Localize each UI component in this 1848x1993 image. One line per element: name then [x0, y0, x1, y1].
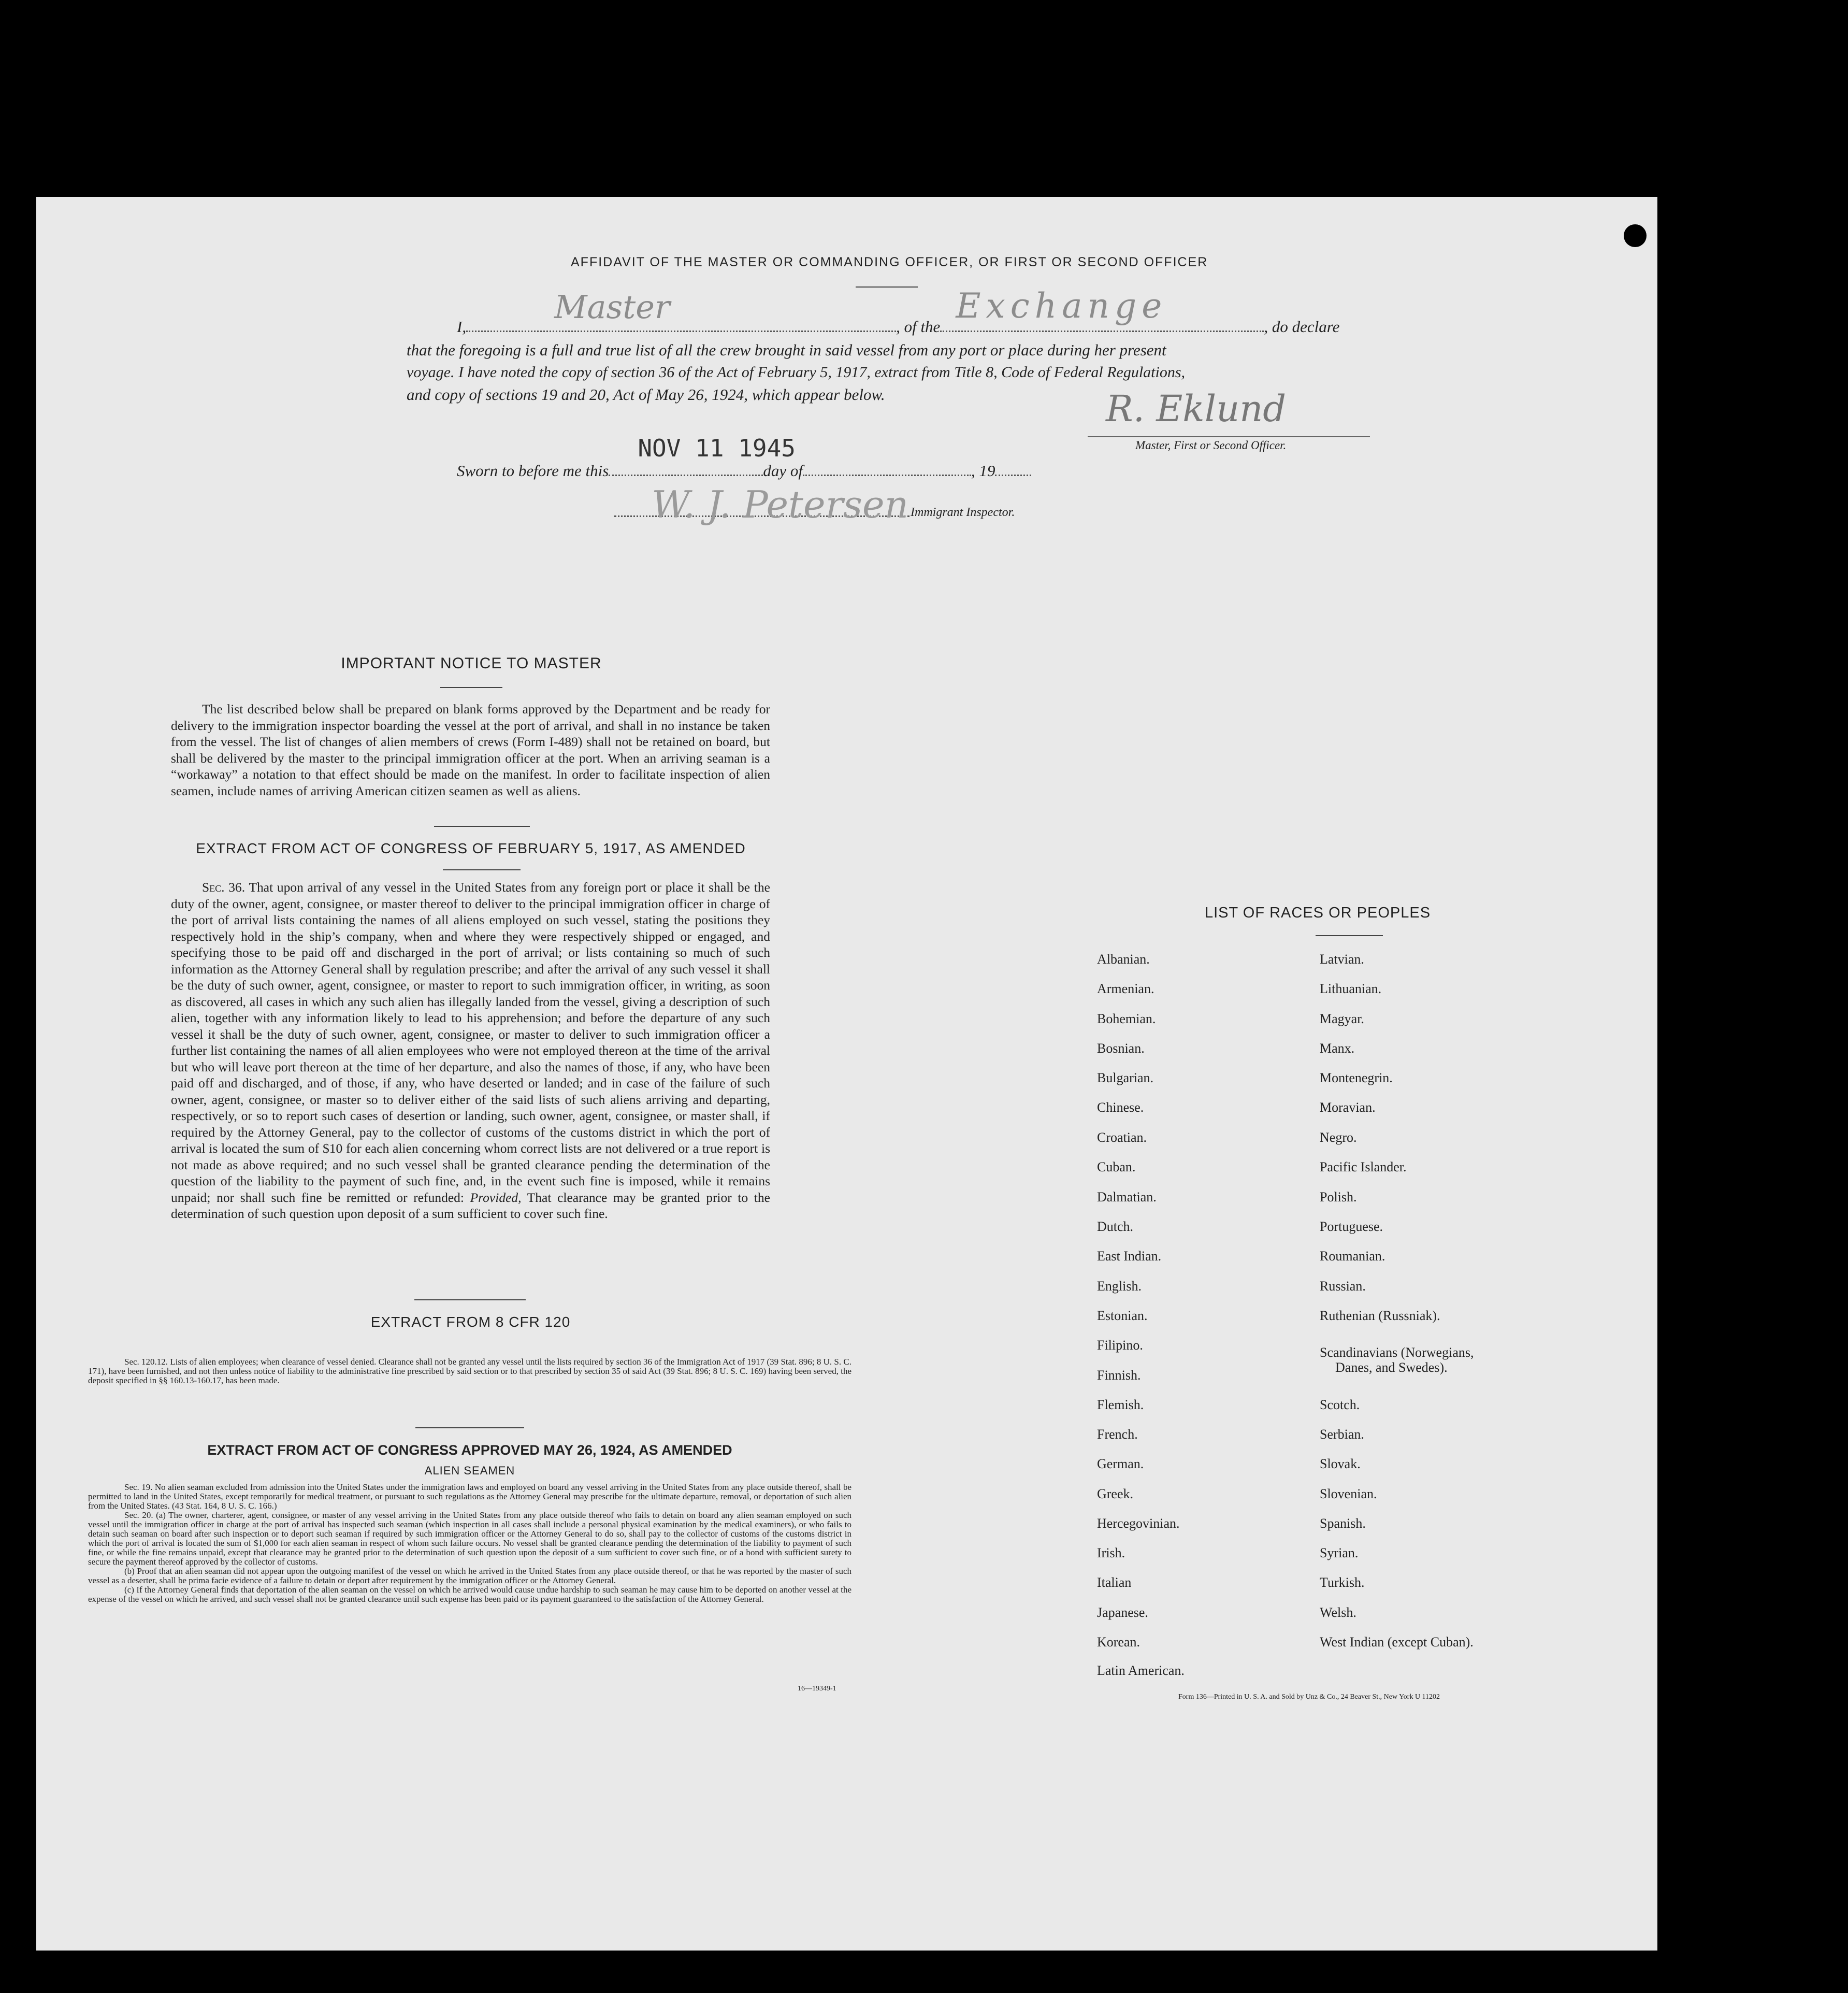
- race-item: Hercegovinian.: [1097, 1516, 1180, 1531]
- sec-20a-text: Sec. 20. (a) The owner, charterer, agent, consignee, or master of any vessel arriving in the United States from any place outside thereof who fails to detain on board any alien seaman employed on such vessel until the immigration officer in charge at the port of arrival has inspected such seaman (which inspection in all cases shall include a personal physical examination by the medical examiners), or who fails to detain such seaman on board after such inspection or to deport such seaman if required by such immigration officer or the Attorney General to do so, shall pay to the collector of customs of the customs district in which the port of arrival is located the sum of $1,000 for each alien seaman in respect of whom such failure occurs. No vessel shall be granted clearance pending the determination of the liability to payment of such fine, or while the fine remains unpaid, except that clearance may be granted prior to the determination of such question upon the deposit of a sum sufficient to cover such fine, or of a bond with sufficient surety to secure the payment thereof approved by the collector of customs.: [88, 1510, 851, 1567]
- of-the-label: , of the: [896, 318, 941, 336]
- month-field: [803, 460, 971, 476]
- inspector-signature: W. J. Petersen: [652, 483, 908, 526]
- race-item: Portuguese.: [1320, 1219, 1383, 1234]
- day-of-label: day of: [763, 462, 803, 480]
- sec-20b-text: (b) Proof that an alien seaman did not appear upon the outgoing manifest of the vessel on which he arrived in the United States from any place outside thereof, or that he was reported by the master of such vessel as a deserter, shall be prima facie evidence of a failure to detain or deport after requirement by the immigration officer or the Attorney General.: [88, 1566, 851, 1585]
- punch-hole: [1764, 349, 1787, 372]
- race-item: East Indian.: [1097, 1249, 1162, 1264]
- punch-hole: [1624, 224, 1647, 247]
- punch-hole: [1762, 1627, 1784, 1650]
- race-item: Moravian.: [1320, 1100, 1376, 1115]
- race-item: Turkish.: [1320, 1575, 1365, 1590]
- race-item: Irish.: [1097, 1545, 1125, 1560]
- sec-20c-text: (c) If the Attorney General finds that deportation of the alien seaman on the vessel on which he arrived would cause undue hardship to such seaman he may cause him to be deported on another vessel at the expense of the vessel on which he arrived, and such vessel shall not be granted clearance until such expense has been paid or its payment guaranteed to the satisfaction of the Attorney General.: [88, 1585, 851, 1604]
- cfr-heading: EXTRACT FROM 8 CFR 120: [370, 1314, 571, 1330]
- act-1917-text: [171, 879, 770, 1222]
- race-item: Bohemian.: [1097, 1011, 1156, 1026]
- race-item: Pacific Islander.: [1320, 1159, 1407, 1174]
- race-item: Danes, and Swedes).: [1335, 1360, 1448, 1375]
- i-label: I,: [457, 318, 467, 336]
- divider: [1316, 935, 1383, 936]
- race-item: Armenian.: [1097, 981, 1154, 996]
- sec-36-label: Sec. 36.: [202, 880, 246, 895]
- race-item: Slovak.: [1320, 1456, 1361, 1471]
- race-item: Lithuanian.: [1320, 981, 1382, 996]
- master-signature: R. Eklund: [1106, 388, 1287, 430]
- do-declare-label: , do declare: [1264, 318, 1340, 336]
- races-heading: LIST OF RACES OR PEOPLES: [1205, 905, 1431, 921]
- race-item: Slovenian.: [1320, 1486, 1377, 1501]
- race-item: French.: [1097, 1427, 1138, 1442]
- affidavit-heading: AFFIDAVIT OF THE MASTER OR COMMANDING OFFICER, OR FIRST OR SECOND OFFICER: [571, 255, 1208, 269]
- notice-text: The list described below shall be prepared on blank forms approved by the Department and be ready for delivery to the immigration inspector boarding the vessel at the port of arrival, and shall in no instance be taken from the vessel. The list of changes of alien members of crews (Form I-489) shall not be retained on board, but shall be delivered by the master to the principal immigration officer at the port. When an arriving seaman is a “workaway” a notation to that effect should be made on the manifest. In order to facilitate inspection of alien seamen, include names of arriving American citizen seamen as well as aliens.: [171, 701, 770, 798]
- race-item: Spanish.: [1320, 1516, 1366, 1531]
- race-item: Cuban.: [1097, 1159, 1136, 1174]
- race-item: Japanese.: [1097, 1605, 1148, 1620]
- divider: [856, 286, 918, 288]
- punch-hole: [1762, 1716, 1784, 1739]
- race-item: Negro.: [1320, 1130, 1357, 1145]
- year-field: [995, 460, 1031, 476]
- affidavit-line-2: that the foregoing is a full and true list of all the crew brought in said vessel from any port or place during her present: [407, 341, 1166, 359]
- race-item: Latin American.: [1097, 1663, 1185, 1678]
- affidavit-declaration-line: [457, 286, 1407, 338]
- race-item: Latvian.: [1320, 952, 1364, 967]
- affidavit-line-3: voyage. I have noted the copy of section 36 of the Act of February 5, 1917, extract from Title 8, Code of Federal Regulations,: [407, 364, 1186, 381]
- race-item: Bosnian.: [1097, 1041, 1145, 1056]
- print-code: 16—19349-1: [798, 1685, 836, 1693]
- affidavit-line-4: and copy of sections 19 and 20, Act of May 26, 1924, which appear below.: [407, 385, 885, 404]
- race-item: Greek.: [1097, 1486, 1134, 1501]
- punch-hole: [1762, 699, 1784, 722]
- race-item: Serbian.: [1320, 1427, 1364, 1442]
- punch-hole: [1764, 438, 1787, 461]
- race-item: Finnish.: [1097, 1368, 1141, 1383]
- race-item: English.: [1097, 1279, 1142, 1294]
- act-1917-heading: EXTRACT FROM ACT OF CONGRESS OF FEBRUARY 5, 1917, AS AMENDED: [196, 840, 746, 856]
- punch-hole: [1762, 790, 1784, 813]
- race-item: Albanian.: [1097, 952, 1150, 967]
- sec-36-end: That clearance may be granted prior to the determination of such question upon deposit of a sum sufficient to cover such fine.: [171, 1189, 770, 1221]
- alien-seamen-subheading: ALIEN SEAMEN: [424, 1464, 515, 1477]
- race-item: Italian: [1097, 1575, 1132, 1590]
- signature-line: [1088, 436, 1370, 437]
- race-item: German.: [1097, 1456, 1144, 1471]
- race-item: Polish.: [1320, 1189, 1357, 1205]
- race-item: Chinese.: [1097, 1100, 1144, 1115]
- race-item: Scotch.: [1320, 1397, 1360, 1412]
- punch-hole: [1717, 223, 1740, 246]
- cfr-text: Sec. 120.12. Lists of alien employees; when clearance of vessel denied. Clearance shall not be granted any vessel until the lists required by section 36 of the Immigration Act of 1917 (39 Stat. 896; 8 U. S. C. 171), have been furnished, and not then unless notice of liability to the administrative fine prescribed by said section or to that prescribed by section 35 of said Act (39 Stat. 896; 8 U. S. C. 169) having been served, the deposit specified in §§ 160.13-160.17, has been made.: [88, 1357, 851, 1385]
- divider: [414, 1299, 526, 1300]
- race-item: West Indian (except Cuban).: [1320, 1634, 1474, 1650]
- race-item: Magyar.: [1320, 1011, 1364, 1026]
- race-item: Croatian.: [1097, 1130, 1147, 1145]
- form-footer: Form 136—Printed in U. S. A. and Sold by Unz & Co., 24 Beaver St., New York U 11202: [1178, 1693, 1440, 1701]
- act-1924-heading: EXTRACT FROM ACT OF CONGRESS APPROVED MAY 26, 1924, AS AMENDED: [207, 1442, 732, 1458]
- race-item: Manx.: [1320, 1041, 1355, 1056]
- race-item: Welsh.: [1320, 1605, 1356, 1620]
- race-item: Estonian.: [1097, 1308, 1148, 1323]
- race-item: Russian.: [1320, 1279, 1366, 1294]
- race-item: Korean.: [1097, 1634, 1140, 1650]
- divider: [434, 826, 530, 827]
- race-item: Syrian.: [1320, 1545, 1359, 1560]
- master-caption: Master, First or Second Officer.: [1135, 439, 1287, 452]
- race-item: Bulgarian.: [1097, 1070, 1154, 1085]
- race-item: Montenegrin.: [1320, 1070, 1393, 1085]
- race-item: Scandinavians (Norwegians,: [1320, 1345, 1474, 1360]
- sec-19-text: Sec. 19. No alien seaman excluded from admission into the United States under the immigration laws and employed on board any vessel arriving in the United States from any place outside thereof, shall be permitted to land in the United States, except temporarily for medical treatment, or pursuant to such regulations as the Attorney General may prescribe for the ultimate departure, removal, or deportation of such alien from the United States. (43 Stat. 164, 8 U. S. C. 166.): [88, 1482, 851, 1511]
- master-name-field: [466, 288, 896, 332]
- sworn-line: [457, 434, 1031, 482]
- act-1924-text: [88, 1483, 851, 1604]
- notice-heading: IMPORTANT NOTICE TO MASTER: [341, 655, 602, 672]
- race-item: Flemish.: [1097, 1397, 1144, 1412]
- divider: [440, 687, 502, 688]
- sec-36-body: That upon arrival of any vessel in the United States from any foreign port or place it shall be the duty of the owner, agent, consignee, or master thereof to deliver to the principal immigration officer in charge of the port of arrival lists containing the names of all aliens employed on such vessel, stating the positions they respectively hold in the ship’s company, when and where they were respectively shipped or engaged, and specifying those to be paid off and discharged in the port of arrival; or lists containing so much of such information as the Attorney General shall by regulation prescribe; and after the arrival of any such vessel it shall be the duty of such owner, agent, consignee, or master to report to such immigration officer, in writing, as soon as discovered, all cases in which any such alien has illegally landed from the vessel, giving a description of such alien, together with any information likely to lead to his apprehension; and before the departure of any such vessel it shall be the duty of such owner, agent, consignee, or master to deliver to such immigration officer a further list containing the names of all alien employees who were not employed thereon at the time of the arrival but who will leave port thereon at the time of her departure, and also the names of those, if any, who have been paid off and discharged, and of those, if any, who have deserted or landed; and in case of the failure of such owner, agent, consignee, or master so to deliver either of the said lists of such aliens arriving and departing, respectively, or so to report such cases of desertion or landing, such owner, agent, consignee, or master shall, if required by the Attorney General, pay to the collector of customs of the customs district in which the port of arrival is located the sum of $10 for each alien concerning whom correct lists are not delivered or a true report is not made as above required; and no such vessel shall be granted clearance pending the determination of the question of the liability to the payment of such fine, and, in the event such fine is imposed, while it remains unpaid; nor shall such fine be remitted or refunded:: [171, 880, 770, 1205]
- punch-hole: [1762, 1284, 1784, 1307]
- year-label: , 19: [971, 462, 995, 480]
- vessel-name-handwritten: Exchange: [956, 286, 1167, 326]
- race-item: Dalmatian.: [1097, 1189, 1157, 1205]
- punch-hole: [1762, 1371, 1784, 1394]
- sworn-label: Sworn to before me this: [457, 462, 609, 480]
- race-item: Filipino.: [1097, 1338, 1143, 1353]
- provided-label: Provided,: [470, 1189, 522, 1205]
- master-name-handwritten: Master: [554, 288, 670, 326]
- divider: [443, 869, 521, 870]
- race-item: Roumanian.: [1320, 1249, 1385, 1264]
- date-stamp: NOV 11 1945: [638, 434, 796, 462]
- inspector-caption: Immigrant Inspector.: [911, 506, 1015, 519]
- race-item: Dutch.: [1097, 1219, 1134, 1234]
- divider: [415, 1427, 524, 1428]
- race-item: Ruthenian (Russniak).: [1320, 1308, 1440, 1323]
- vessel-name-field: [940, 286, 1264, 332]
